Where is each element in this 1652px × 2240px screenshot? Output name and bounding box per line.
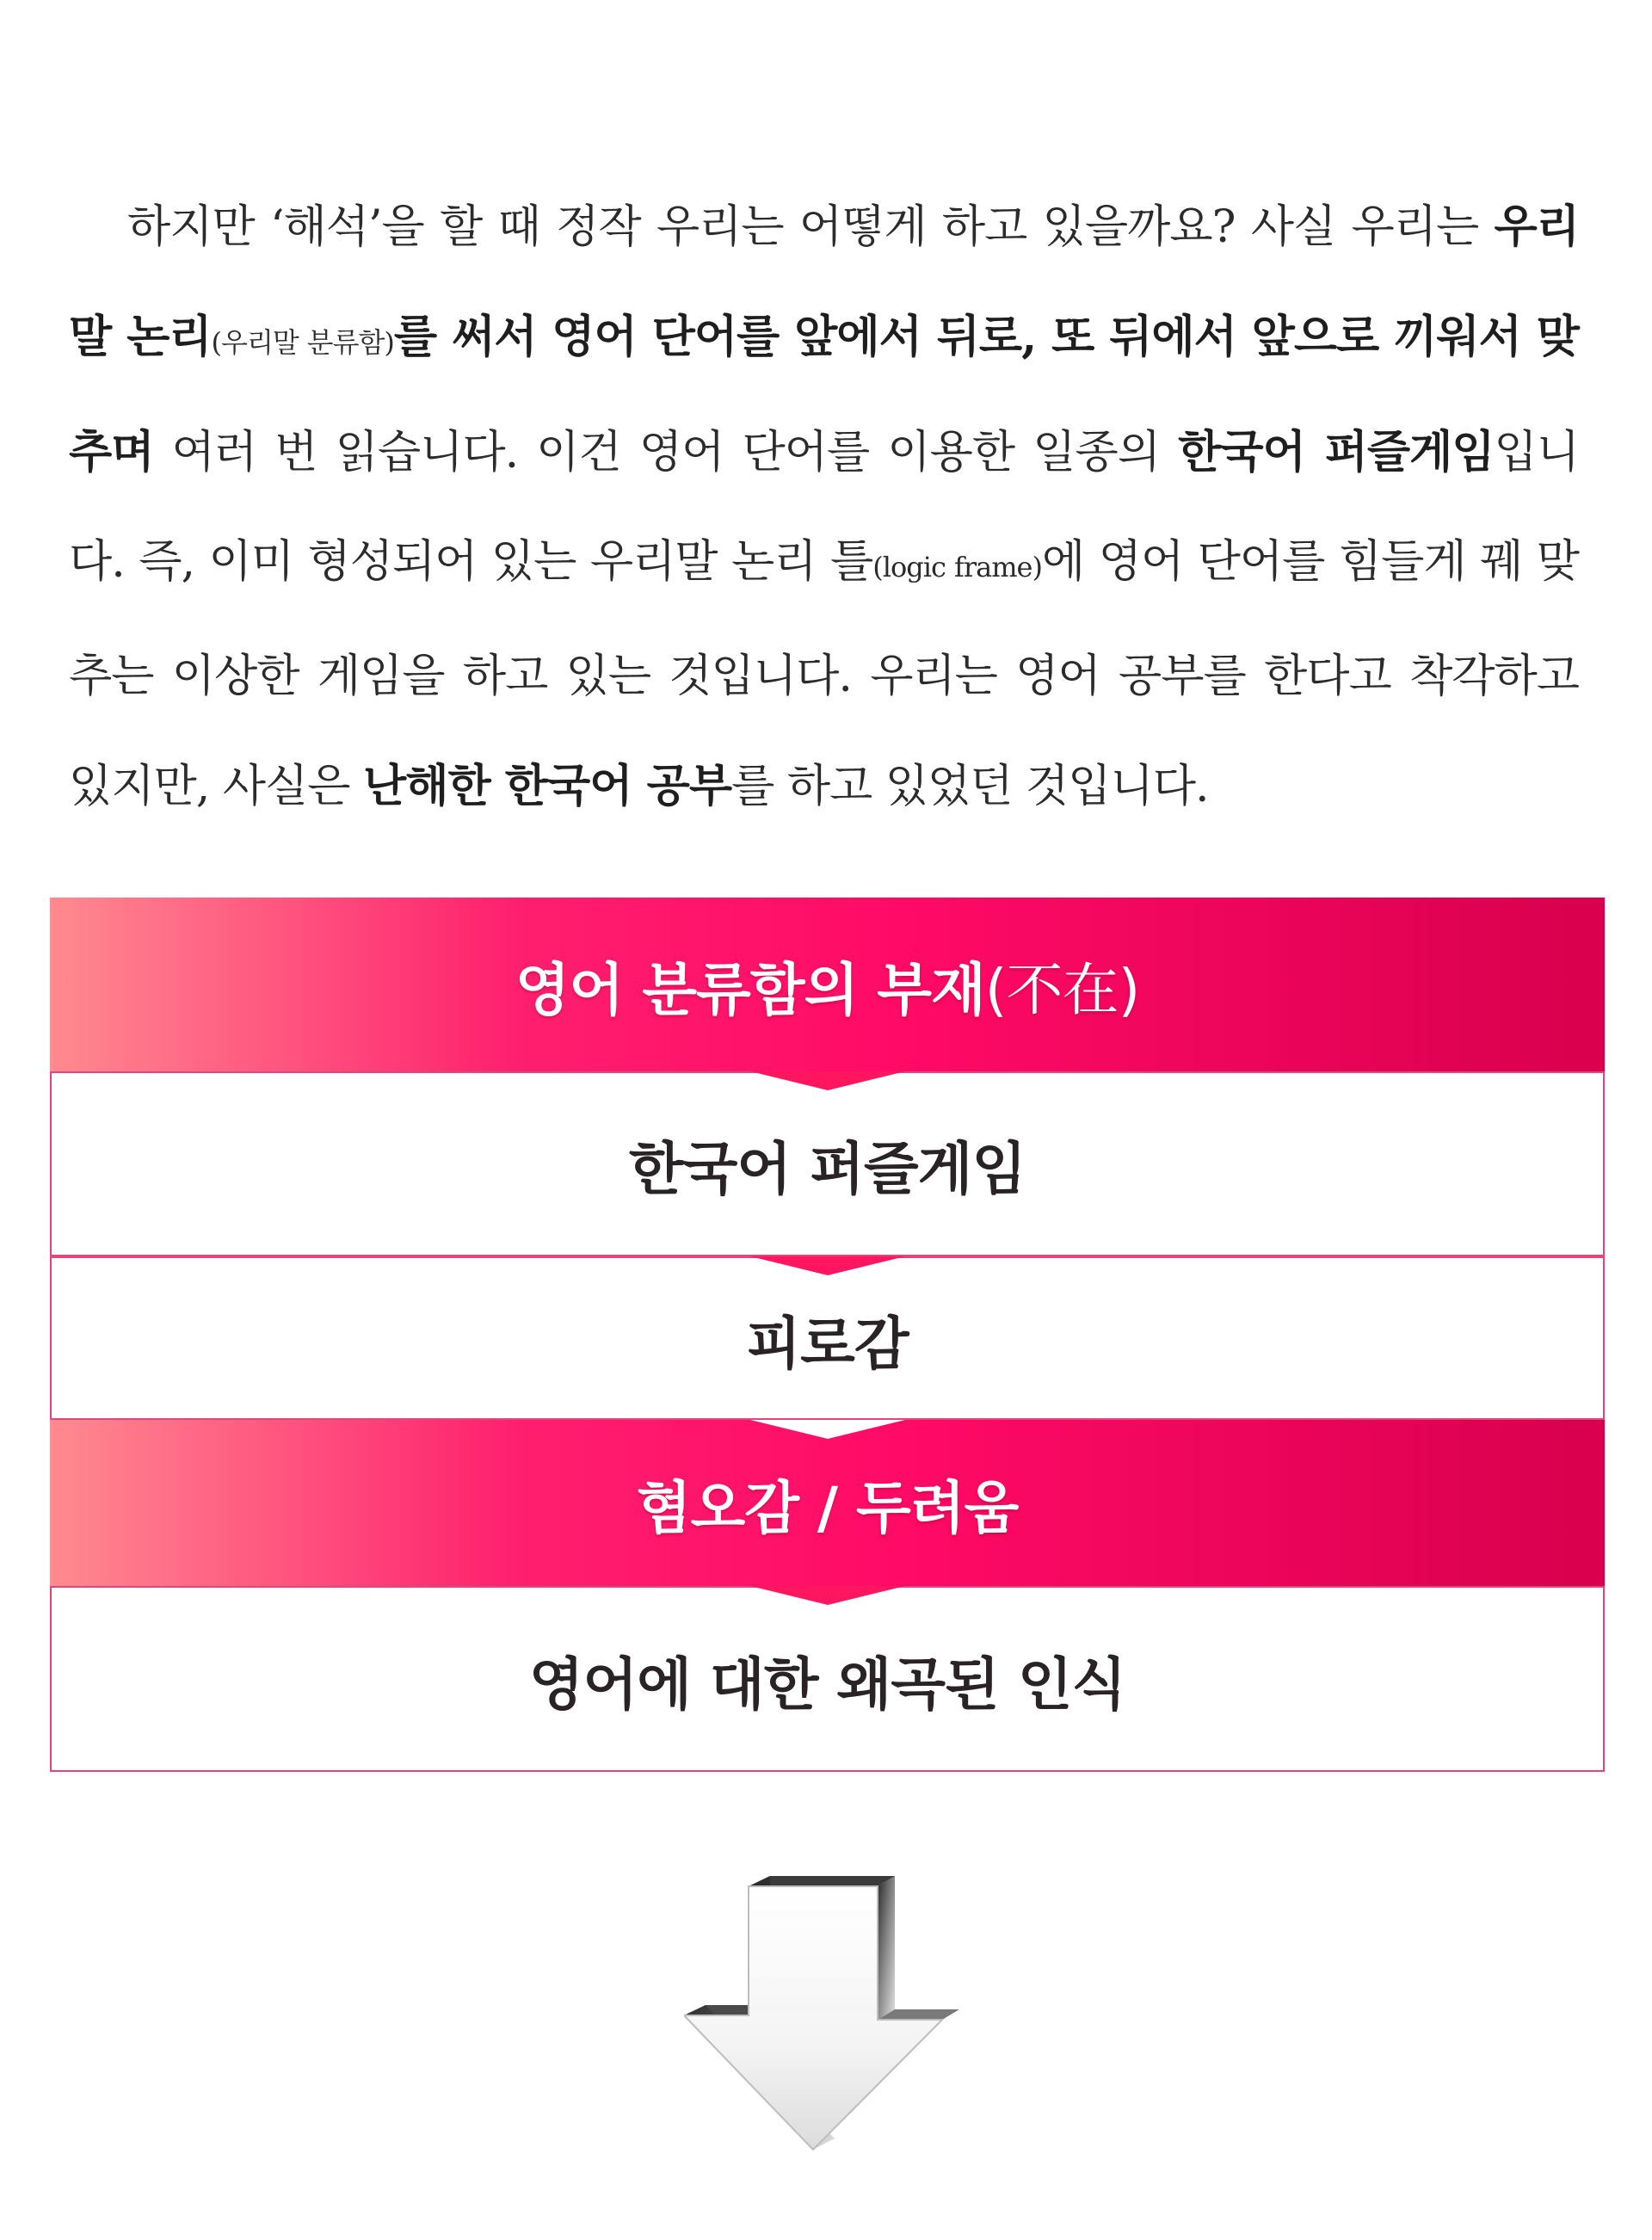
flow-step-1-hanja: (不在) (984, 956, 1140, 1023)
para-text-2: 여러 번 읽습니다. 이건 영어 단어를 이용한 일종의 (153, 427, 1179, 478)
para-bold-4: 난해한 한국어 공부 (362, 760, 732, 812)
flow-step-4-label: 혐오감 / 두려움 (636, 1475, 1019, 1541)
para-text-1: 하지만 ‘해석’을 할 때 정작 우리는 어떻게 하고 있을까요? 사실 우리는 (127, 201, 1495, 253)
flow-connector-3 (750, 1420, 905, 1439)
flow-step-5-label: 영어에 대한 왜곡된 인식 (528, 1651, 1126, 1718)
flow-connector-1 (750, 1071, 905, 1090)
para-small-2: (logic frame) (872, 551, 1042, 583)
flow-step-2-label: 한국어 퍼즐게임 (628, 1136, 1026, 1202)
flow-step-2 (50, 1071, 1605, 1256)
para-text-3: 입니다. 즉, 이미 형성되어 있는 우리말 논리 틀 (69, 427, 1579, 588)
flow-step-4 (50, 1420, 1605, 1586)
flow-connector-4 (750, 1586, 905, 1605)
para-text-4: 에 영어 단어를 힘들게 꿰 맞추는 이상한 게임을 하고 있는 것입니다. 우리는 영어 공부를 한다고 착각하고 있지만, 사실은 (69, 536, 1580, 812)
body-paragraph (69, 172, 1579, 842)
flow-step-1-text: 영어 분류함의 부재 (515, 956, 985, 1023)
para-small-1: (우리말 분류함) (211, 326, 394, 359)
para-bold-2: 를 써서 영어 단어를 앞에서 뒤로, 또 뒤에서 앞으로 끼워서 맞추며 (69, 311, 1579, 478)
flow-step-5 (50, 1586, 1605, 1772)
flow-step-3-label: 피로감 (746, 1310, 909, 1377)
flow-diagram (50, 898, 1605, 1772)
para-bold-3: 한국어 퍼즐게임 (1178, 426, 1495, 478)
flow-step-3 (50, 1256, 1605, 1420)
para-bold-1: 우리말 논리 (69, 201, 1579, 363)
para-text-5: 를 하고 있었던 것입니다. (731, 761, 1209, 812)
flow-step-1 (50, 898, 1605, 1071)
down-arrow-icon (684, 1876, 959, 2151)
flow-step-1-label (515, 944, 1140, 1026)
flow-connector-2 (750, 1256, 905, 1275)
